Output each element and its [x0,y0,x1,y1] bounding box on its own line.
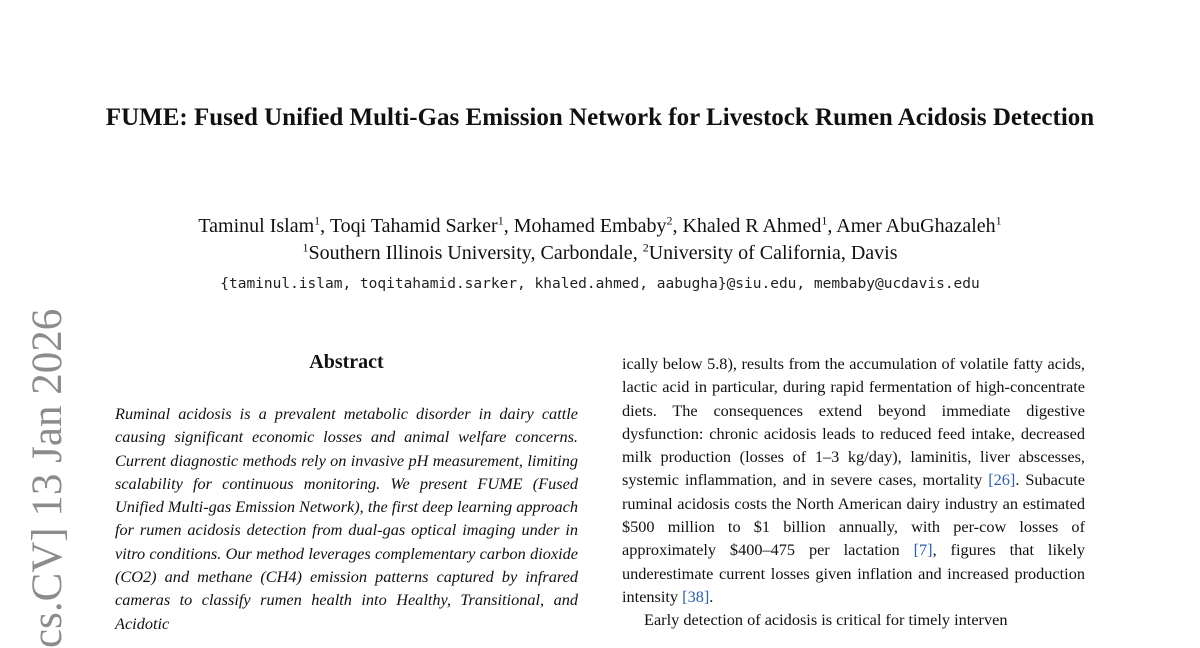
intro-text: , figures that likely underestimate current losses given inflation and increased production intensity [622,540,1086,606]
abstract-heading: Abstract [309,351,384,373]
author-name: Mohamed Embaby [513,215,667,237]
author-block [60,213,1140,267]
arxiv-stamp: cs.CV] 13 Jan 2026 [24,308,71,648]
affiliation-mark: 1 [995,213,1002,228]
citation-link[interactable]: [38] [682,586,710,606]
intro-paragraph [622,352,1085,608]
affiliation-mark: 1 [497,213,504,228]
introduction-column [622,352,1085,632]
abstract-text: Ruminal acidosis is a prevalent metabolic disorder in dairy cattle causing significant economic losses and animal welfare concerns. Current diagnostic methods rely on invasive pH measurement, limiting scalability for continuous monitoring. We present FUME (Fused Unified Multi-gas Emission Network), the first deep learning approach for rumen acidosis detection from dual-gas optical imaging under in vitro conditions. Our method leverages complementary carbon dioxide (CO2) and methane (CH4) emission patterns captured by infrared cameras to classify rumen health into Healthy, Transitional, and Acidotic [115,404,578,633]
affiliation-name: University of California, Davis [648,242,898,264]
affiliation-mark: 1 [314,213,321,228]
author-name: Amer AbuGhazaleh [836,215,996,237]
intro-text: ically below 5.8), results from the accumulation of volatile fatty acids, lactic acid in particular, during rapid fermentation of high-concentrate diets. The consequences extend beyond immediate digestive dysfunction: chronic acidosis leads to reduced feed intake, decreased milk production (losses of 1–3 kg/day), laminitis, liver abscesses, systemic inflammation, and in severe cases, mortality [622,354,1085,490]
affiliation-mark: 2 [642,240,649,255]
affiliation-mark: 1 [821,213,828,228]
author-name: Taminul Islam [198,215,315,237]
author-emails: {taminul.islam, toqitahamid.sarker, khaled.ahmed, aabugha}@siu.edu, membaby@ucdavis.edu [220,276,980,292]
affiliation-name: Southern Illinois University, Carbondale [308,242,633,264]
intro-paragraph: Early detection of acidosis is critical for timely interven [644,610,1008,630]
abstract-column [115,402,578,635]
affiliation-mark: 2 [666,213,673,228]
citation-link[interactable]: [7] [913,540,933,560]
author-list: Taminul Islam$^1$, Toqi Tahamid Sarker$^1$, Mohamed Embaby$^2$, Khaled R Ahmed$^1$, Amer AbuGhazaleh$^1$ [198,213,1002,237]
intro-text: . Subacute ruminal acidosis costs the North American dairy industry an estimated $500 million to $1 billion annually, with per-cow losses of approximately $400–475 per lactation [622,470,1085,560]
affiliation-list: $^1$Southern Illinois University, Carbondale, $^2$University of California, Davis [302,240,898,264]
author-name: Khaled R Ahmed [682,215,822,237]
paper-title: FUME: Fused Unified Multi-Gas Emission Network for Livestock Rumen Acidosis Detection [105,104,1095,131]
citation-link[interactable]: [26] [988,470,1016,490]
intro-text: . [709,586,714,606]
affiliation-mark: 1 [302,240,309,255]
author-name: Toqi Tahamid Sarker [329,215,498,237]
